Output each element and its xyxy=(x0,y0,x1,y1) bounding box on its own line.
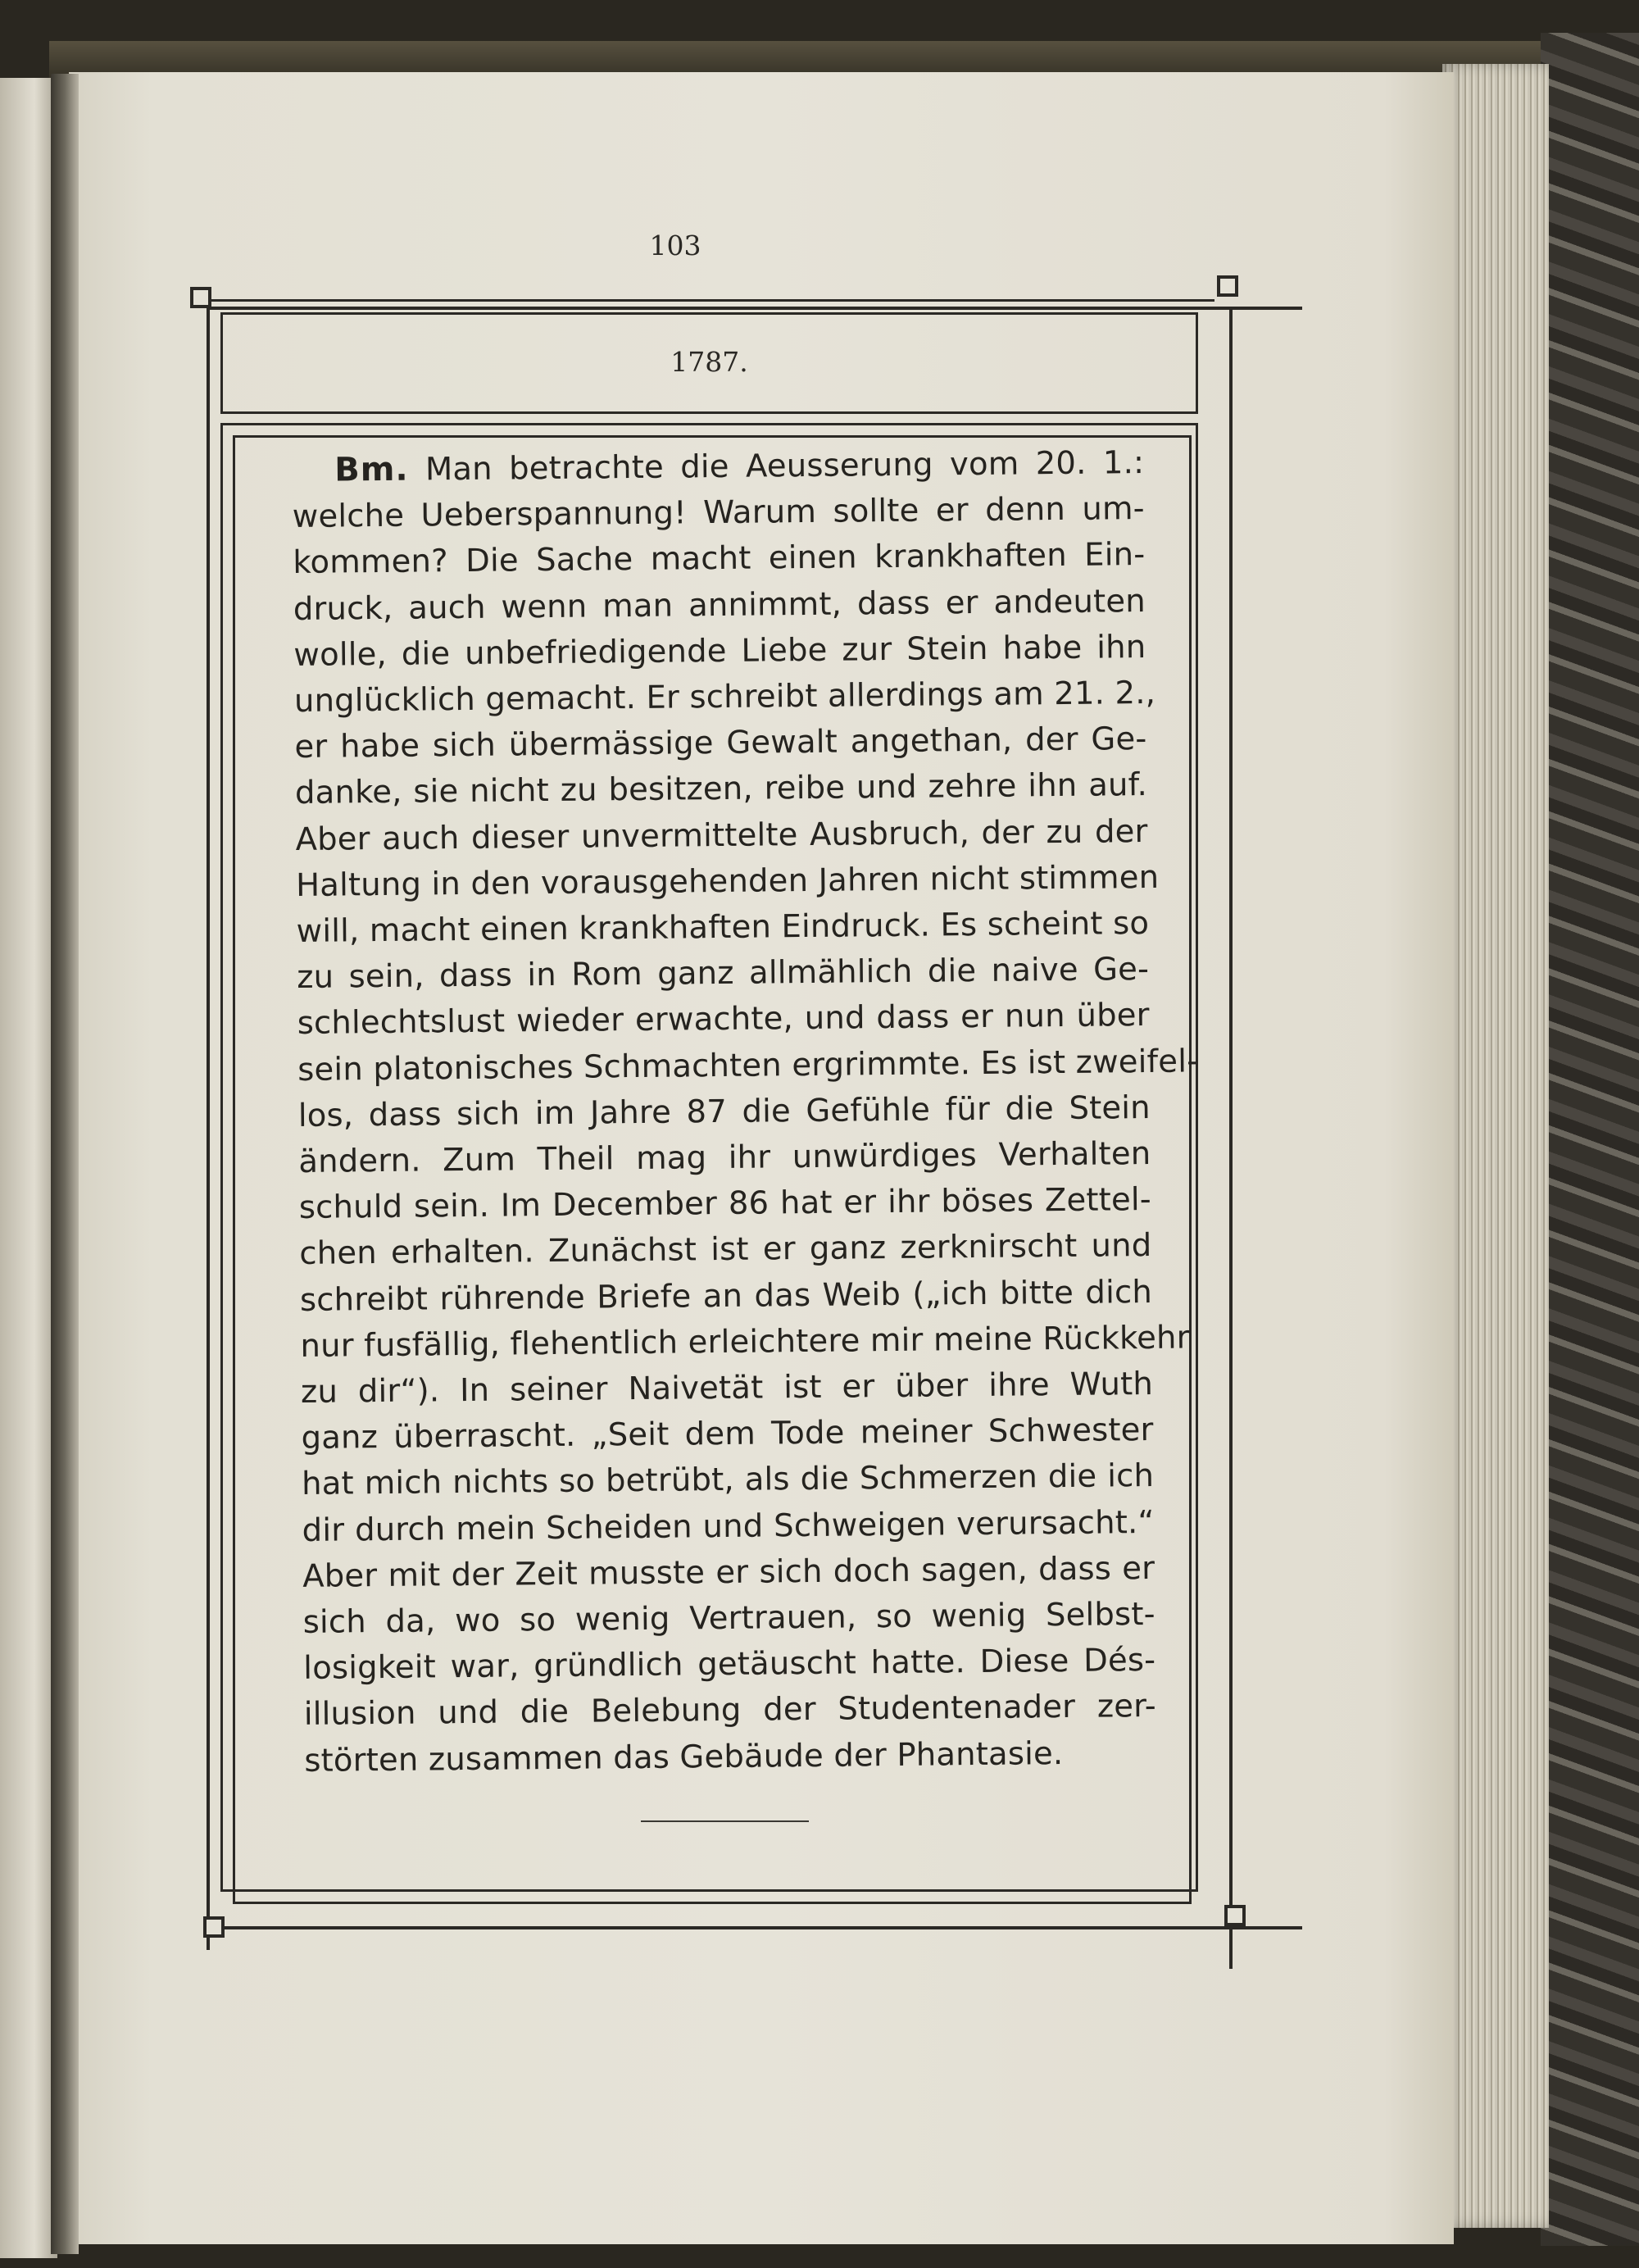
frame-corner-bottom-left xyxy=(203,1916,225,1938)
text-line: wolle, die unbefriedigende Liebe zur Stein habe ihn xyxy=(293,628,1146,674)
text-line: illusion und die Belebung der Studentenader zer- xyxy=(303,1688,1157,1734)
text-line: er habe sich übermässige Gewalt angethan, der Ge- xyxy=(294,720,1147,766)
page-stack-edge xyxy=(1442,64,1549,2228)
text-line: Aber mit der Zeit musste er sich doch sagen, dass er xyxy=(302,1549,1155,1595)
text-line: sein platonisches Schmachten ergrimmte. Es ist zweifel- xyxy=(297,1043,1199,1089)
frame-corner-top-right xyxy=(1217,275,1238,297)
book-gutter xyxy=(51,74,79,2254)
text-line: losigkeit war, gründlich getäuscht hatte. Diese Dés- xyxy=(303,1642,1156,1688)
text-line: will, macht einen krankhaften Eindruck. Es scheint so xyxy=(296,905,1150,951)
text-line: zu sein, dass in Rom ganz allmählich die naive Ge- xyxy=(296,951,1150,997)
text-line: störten zusammen das Gebäude der Phantasie. xyxy=(304,1734,1064,1779)
text-line: ganz überrascht. „Seit dem Tode meiner Schwester xyxy=(301,1411,1154,1457)
text-line: Haltung in den vorausgehenden Jahren nicht stimmen xyxy=(295,858,1160,904)
text-line: hat mich nichts so betrübt, als die Schmerzen die ich xyxy=(301,1457,1155,1503)
header-box xyxy=(220,312,1198,414)
body-text xyxy=(292,439,1199,1784)
text-line: unglücklich gemacht. Er schreibt allerdings am 21. 2., xyxy=(293,674,1156,720)
text-line: druck, auch wenn man annimmt, dass er andeuten xyxy=(293,582,1146,628)
text-line: zu dir“). In seiner Naivetät ist er über ihre Wuth xyxy=(300,1366,1154,1411)
text-line: chen erhalten. Zunächst ist er ganz zerknirscht und xyxy=(299,1227,1152,1273)
page-number: 103 xyxy=(649,230,701,261)
text-line: welche Ueberspannung! Warum sollte er denn um- xyxy=(292,490,1145,536)
frame-outer-top-rule xyxy=(207,299,1214,302)
text-line: sich da, wo so wenig Vertrauen, so wenig Selbst- xyxy=(302,1596,1155,1642)
text-line: kommen? Die Sache macht einen krankhaften Ein- xyxy=(293,536,1146,582)
book-page xyxy=(69,72,1454,2244)
text-line: dir durch mein Scheiden und Schweigen verursacht.“ xyxy=(302,1503,1155,1549)
marbled-cover-edge xyxy=(1541,33,1639,2246)
frame-corner-top-left xyxy=(190,287,211,308)
frame-corner-bottom-right xyxy=(1224,1905,1246,1926)
frame-left-rule xyxy=(207,307,210,1950)
text-line: ändern. Zum Theil mag ihr unwürdiges Verhalten xyxy=(298,1135,1151,1181)
text-line: schreibt rührende Briefe an das Weib („ich bitte dich xyxy=(299,1273,1153,1319)
frame-bottom-rule xyxy=(207,1926,1302,1929)
left-facing-page xyxy=(0,78,57,2258)
text-line: schuld sein. Im December 86 hat er ihr böses Zettel- xyxy=(298,1181,1152,1227)
text-line: Bm. Man betrachte die Aeusserung vom 20. 1.: xyxy=(334,444,1145,489)
text-line: schlechtslust wieder erwachte, und dass er nun über xyxy=(297,997,1150,1043)
text-line: danke, sie nicht zu besitzen, reibe und zehre ihn auf. xyxy=(294,766,1148,812)
text-line: nur fusfällig, flehentlich erleichtere mir meine Rückkehr xyxy=(300,1319,1190,1365)
text-line: Aber auch dieser unvermittelte Ausbruch, der zu der xyxy=(295,812,1148,858)
siglum: Bm. xyxy=(334,450,409,489)
frame-top-rule xyxy=(207,307,1302,310)
header-year: 1787. xyxy=(670,346,748,378)
end-rule xyxy=(641,1820,809,1822)
frame-right-rule xyxy=(1229,307,1233,1969)
text-line: los, dass sich im Jahre 87 die Gefühle für die Stein xyxy=(297,1089,1151,1134)
